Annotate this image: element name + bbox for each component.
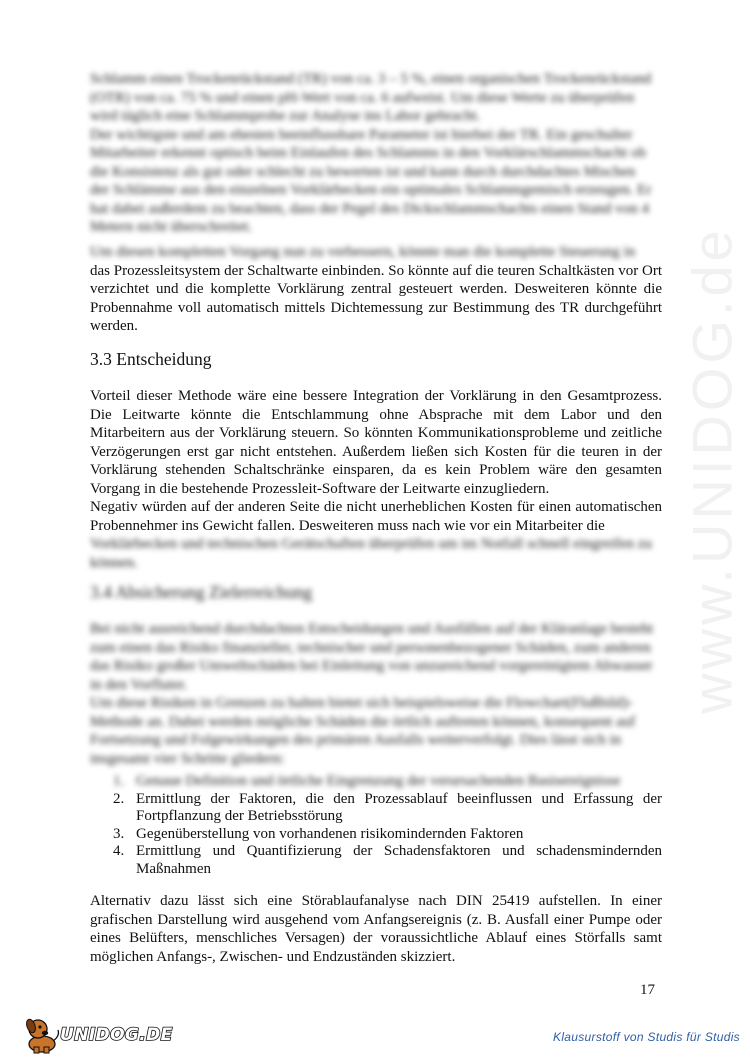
text-line: (OTR) von ca. 75 % und einen pH-Wert von ca. 6 aufweist. Um diese Werte zu überprüfen	[90, 89, 635, 106]
text-line: Bei nicht ausreichend durchdachten Entscheidungen und Ausfällen auf der Kläranlage besteht	[90, 621, 654, 637]
paragraph-blurred	[90, 535, 662, 572]
paragraph-text: Alternativ dazu lässt sich eine Störablaufanalyse nach DIN 25419 aufstellen. In einer grafischen Darstellung wird ausgehend vom Anfangsereignis (z. B. Ausfall einer Pumpe oder eines Belüfters, menschliches Versagen) der voraussichtliche Ablauf eines Störfalls samt möglichen Anfangs-, Zwischen- und Endzuständen skizziert.	[90, 893, 662, 965]
logo-text: UNIDOG.DE	[60, 1025, 173, 1045]
footer-tagline: Klausurstoff von Studis für Studis	[553, 1030, 740, 1044]
list-item-text: Ermittlung und Quantifizierung der Schadensfaktoren und schadensmindernden Maßnahmen	[136, 843, 662, 877]
list-number: 3.	[113, 825, 125, 842]
text-line: wird täglich eine Schlammprobe zur Analyse ins Labor gebracht.	[90, 108, 481, 124]
text-line: hat dabei außerdem zu beachten, dass der Pegel des Dickschlammschachts einen Stand von 4	[90, 200, 649, 217]
paragraph-risiken-blurred	[90, 620, 662, 768]
list-item	[113, 826, 662, 844]
paragraph-steuerung	[90, 243, 662, 336]
text-line: Fortsetzung und Folgewirkungen des primären Ausfalls weiterverfolgt. Dies lässt sich in	[90, 732, 622, 748]
watermark: www.UNIDOG.de	[680, 226, 744, 714]
intro-paragraph-blurred	[90, 70, 662, 237]
text-line: der Schlämme aus den einzelnen Vorklärbecken ein optimales Schlammgemisch erzeugen. Er	[90, 182, 652, 198]
list-number: 2.	[113, 790, 125, 807]
heading-absicherung: 3.4 Absicherung Zielerreichung	[90, 582, 313, 602]
list-item	[113, 773, 662, 791]
text-line: die Konsistenz als gut oder schlecht zu bewerten ist und kann durch durchdachtes Mischen	[90, 163, 636, 180]
paragraph-text: das Prozessleitsystem der Schaltwarte einbinden. So könnte auf die teuren Schaltkästen vor Ort verzichtet und die komplette Vorklärung zentral gesteuert werden. Desweiteren könnte die Probennahme voll automatisch mittels Dichtemessung zur Bestimmung des TR durchgeführt werden.	[90, 262, 662, 334]
text-line: das Risiko großer Umweltschäden bei Einleitung von unzureichend vorgereinigtem Abwasser	[90, 658, 653, 674]
steps-list	[113, 773, 662, 878]
text-line: insgesamt vier Schritte gliedern:	[90, 750, 285, 767]
text-line: Vorklärbecken und technischen Gerätschaften überprüfen um im Notfall schnell eingreifen zu	[90, 536, 653, 552]
text-line: Mitarbeiter erkennt optisch beim Einlaufen des Schlamms in den Vorklärschlammschacht ob	[90, 145, 646, 161]
text-line: Um diese Risiken in Grenzen zu halten bietet sich beispielsweise die Flowchart(Flußbild)-	[90, 695, 633, 711]
paragraph-stoerablauf	[90, 892, 662, 966]
list-item-text: Ermittlung der Faktoren, die den Prozessablauf beeinflussen und Erfassung der Fortpflanzung der Betriebsstörung	[136, 790, 662, 824]
text-line: Schlamm einen Trockenrückstand (TR) von ca. 3 – 5 %, einen organischen Trockenrückstand	[90, 71, 652, 87]
text-line: Methode an. Dabei werden mögliche Schäden die örtlich auftreten können, konsequent auf	[90, 713, 636, 730]
text-line-blurred: Um diesen kompletten Vorgang nun zu verbessern, könnte man die komplette Steuerung in	[90, 244, 636, 260]
unidog-logo[interactable]	[22, 1014, 173, 1054]
list-item	[113, 843, 662, 878]
paragraph-vorteil	[90, 387, 662, 572]
text-line: Metern nicht überschreitet.	[90, 219, 253, 235]
list-number: 4.	[113, 843, 125, 859]
list-item-text: Genaue Definition und örtliche Eingrenzung der verursachenden Basisereignisse	[136, 773, 621, 789]
paragraph-text: Negativ würden auf der anderen Seite die nicht unerheblichen Kosten für einen automatischen Probennehmer ins Gewicht fallen. Desweiteren muss nach wie vor ein Mitarbeiter die	[90, 499, 662, 534]
list-item	[113, 791, 662, 826]
paragraph-text: Vorteil dieser Methode wäre eine bessere Integration der Vorklärung in den Gesamtprozess. Die Leitwarte könnte die Entschlammung ohne Absprache mit dem Labor und den Mitarbeitern aus der Vorklärung steuern. So könnten Kommunikationsprobleme und zeitliche Verzögerungen erst gar nicht entstehen. Außerdem ließen sich Kosten für die teuren in der Vorklärung stehenden Schaltschränke einsparen, da es kein Problem wäre den gesamten Vorgang in die bestehende Prozessleit-Software der Leitwarte einzugliedern.	[90, 388, 662, 497]
list-item-text: Gegenüberstellung von vorhandenen risikomindernden Faktoren	[136, 825, 524, 842]
dog-icon	[22, 1014, 64, 1054]
text-line: können.	[90, 554, 138, 571]
text-line: Der wichtigste und am ehesten beeinflussbare Parameter ist hierbei der TR. Ein geschulter	[90, 126, 633, 143]
text-line: in den Vorfluter.	[90, 676, 188, 693]
list-number: 1.	[113, 773, 125, 789]
text-line: zum einen das Risiko finanzieller, technischer und personenbezogener Schäden, zum anderen	[90, 639, 651, 656]
page-number: 17	[640, 982, 655, 998]
heading-entscheidung: 3.3 Entscheidung	[90, 349, 212, 369]
